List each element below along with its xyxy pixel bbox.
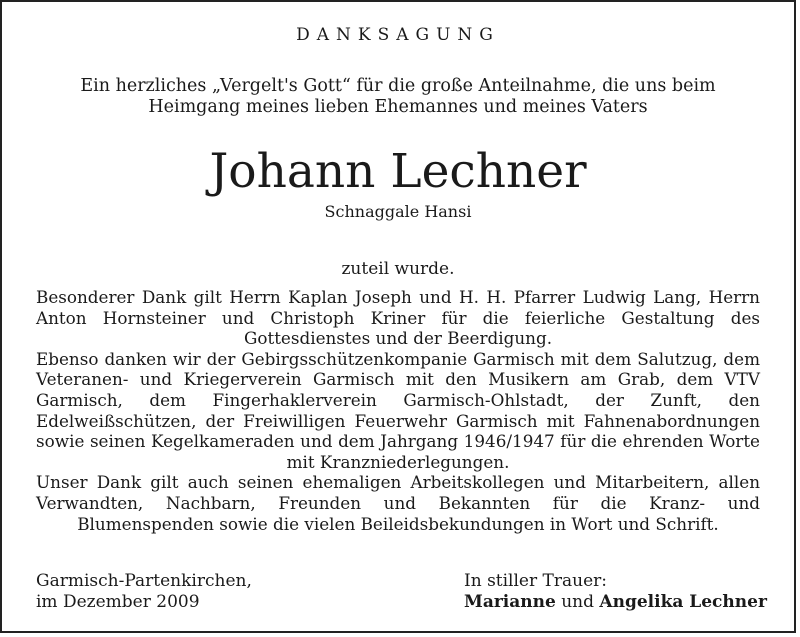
notice-heading: DANKSAGUNG xyxy=(296,25,500,45)
mourner-connector: und xyxy=(561,592,594,612)
footer-mourning-label: In stiller Trauer: xyxy=(464,571,607,591)
intro-line-1: Ein herzliches „Vergelt's Gott“ für die große Anteilnahme, die uns beim xyxy=(80,76,716,96)
footer-mourners xyxy=(464,571,767,613)
zuteil-text: zuteil wurde. xyxy=(341,259,455,279)
footer-mourner-names xyxy=(464,592,767,613)
mourner-name-2: Angelika Lechner xyxy=(599,592,767,612)
mourner-name-1: Marianne xyxy=(464,592,556,612)
footer-place: Garmisch-Partenkirchen, xyxy=(36,571,252,591)
footer-place-date xyxy=(36,571,252,613)
deceased-name: Johann Lechner xyxy=(209,144,587,199)
thanks-paragraph-associations: Ebenso danken wir der Gebirgsschützenkompanie Garmisch mit dem Salutzug, dem Veteranen- und Kriegerverein Garmisch mit den Musikern am Grab, dem VTV Garmisch, dem Fingerhaklerverein Garmisch-Ohlstadt, der Zunft, den Edelweißschützen, der Freiwilligen Feuerwehr Garmisch mit Fahnenabordnungen sowie seinen Kegelkameraden und dem Jahrgang 1946/1947 für die ehrenden Worte mit Kranzniederlegungen. xyxy=(36,348,760,472)
thanks-paragraph-colleagues: Unser Dank gilt auch seinen ehemaligen Arbeitskollegen und Mitarbeitern, allen Verwandten, Nachbarn, Freunden und Bekannten für die Kranz- und Blumenspenden sowie die vielen Beileidsbekundungen in Wort und Schrift. xyxy=(36,472,760,534)
intro-line-2: Heimgang meines lieben Ehemannes und meines Vaters xyxy=(148,97,648,117)
thanks-paragraph-clergy: Besonderer Dank gilt Herrn Kaplan Joseph und H. H. Pfarrer Ludwig Lang, Herrn Anton Hornsteiner und Christoph Kriner für die feierliche Gestaltung des Gottesdienstes und der Beerdigung. xyxy=(36,287,760,349)
deceased-nickname: Schnaggale Hansi xyxy=(324,202,472,221)
thanks-body xyxy=(36,287,760,534)
intro-text xyxy=(2,76,794,118)
footer-date: im Dezember 2009 xyxy=(36,592,200,612)
